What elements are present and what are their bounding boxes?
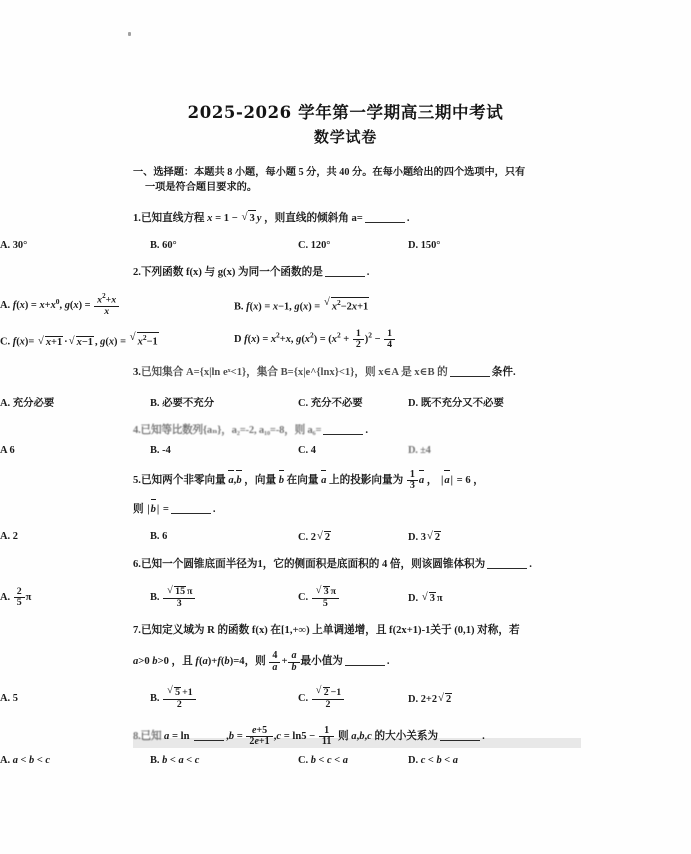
q8-option-a-text: a < b < c <box>12 755 50 767</box>
q5-vector-a-icon: a <box>228 473 233 489</box>
q2-number: 2. <box>133 267 141 279</box>
q2-answer-blank <box>325 276 365 277</box>
q1-option-b-text: 60° <box>162 240 177 252</box>
q5-option-c[interactable]: C. 2 √ 2 <box>298 531 408 543</box>
q7-answer-blank <box>345 665 385 666</box>
q3-option-c-text: 充分不必要 <box>310 397 363 409</box>
q6-option-a[interactable]: A. $\frac{2}{5}$ π <box>0 585 32 609</box>
q7-option-c-label: C. <box>298 693 309 705</box>
q5-option-b-text: 6 <box>162 530 168 542</box>
q8-option-a-label: A. <box>0 755 11 767</box>
q6-period: . <box>529 558 532 570</box>
q1-option-a[interactable] <box>0 240 150 251</box>
q1-number: 1. <box>133 213 141 225</box>
q7-number: 7. <box>133 625 141 637</box>
q1-option-b[interactable] <box>150 240 298 251</box>
q6-option-b-label: B. <box>150 592 160 604</box>
q6-frac-a-icon: $\frac{2}{5}$ <box>14 587 25 609</box>
q4-option-b-label: B. <box>150 444 160 456</box>
question-6-stem <box>133 557 581 573</box>
q8-option-d-text: c < b < a <box>420 755 458 767</box>
q7-option-b-label: B. <box>150 693 160 705</box>
q5-option-b-label: B. <box>150 530 160 542</box>
q2-option-d[interactable]: D $f(x) = x^2+x$, $g(x^2) = (x^2$ + $\frac{1}{2}$ )$^2$ − $\frac{1}{4}$ <box>234 329 468 351</box>
q1-option-d[interactable] <box>408 240 440 251</box>
question-6-options <box>0 586 691 609</box>
question-7-stem-line1 <box>133 623 581 639</box>
q8-period: . <box>482 730 485 742</box>
q4-option-d-text: ±4 <box>420 444 431 456</box>
q8-option-a[interactable] <box>0 755 150 766</box>
q8-option-c-label: C. <box>298 755 309 767</box>
q7-option-c[interactable] <box>298 687 408 710</box>
q7-frac-2-icon: $\frac{a}{b}$ <box>288 651 299 673</box>
question-8-options <box>0 755 691 766</box>
q1-sqrt3-icon: √ 3 <box>241 210 255 227</box>
q3-text: 已知集合 A={x|ln eˣ<1}，集合 B={x|e^{lnx}<1}，则 x∈A 是 x∈B 的 <box>140 366 448 378</box>
q2-frac-a-icon: $\frac{x^2+x}{x}$ <box>94 293 119 317</box>
q4-option-b[interactable] <box>150 445 298 456</box>
q2-sqrt-c1-icon: √ x+1 <box>38 336 63 348</box>
q7-option-b[interactable] <box>150 687 298 710</box>
q1-period: . <box>406 213 410 225</box>
q2-period: . <box>366 267 370 279</box>
q4-option-a-text: 6 <box>9 444 15 456</box>
q8-inline-blank <box>194 740 224 741</box>
q3-option-d-label: D. <box>408 397 419 409</box>
q5-answer-blank <box>171 513 211 514</box>
q5-option-b[interactable] <box>150 531 298 543</box>
q3-number: 3. <box>133 366 141 378</box>
q2-sqrt-c2-icon: √ x−1 <box>69 336 94 348</box>
section-header <box>133 165 581 197</box>
q8-number: 8. <box>133 730 141 742</box>
question-5-stem-line2: 则 |b| = . <box>133 502 581 518</box>
q7-option-d[interactable]: D. 2+2 √ 2 <box>408 693 453 705</box>
q7-frac-b-icon: √ $\frac{5 +1}{2}$ <box>163 687 196 710</box>
q1-option-d-label: D. <box>408 240 419 252</box>
q3-option-b-label: B. <box>150 397 160 409</box>
question-5-options <box>0 531 691 543</box>
question-4-options <box>0 445 691 456</box>
question-3-stem <box>133 365 581 381</box>
question-2-options-row-2 <box>0 329 691 351</box>
q4-option-d-label: D. <box>408 444 418 456</box>
q5-option-d-label: D. <box>408 531 419 543</box>
q7-text-line1: 已知定义域为 R 的函数 f(x) 在[1,+∞) 上单调递增，且 f(2x+1)-1关于 (0,1) 对称，若 <box>140 625 520 637</box>
q2-option-b-label: B. <box>234 301 244 313</box>
q5-option-a[interactable] <box>0 531 150 543</box>
q2-option-c-label: C. <box>0 336 11 348</box>
q8-option-b-text: b < a < c <box>162 755 200 767</box>
q8-option-d[interactable] <box>408 755 458 766</box>
q7-frac-1-icon: $\frac{4}{a}$ <box>269 651 280 673</box>
question-2-stem <box>133 265 581 281</box>
q6-option-c[interactable] <box>298 586 408 609</box>
question-7-stem-line2: a>0 b>0 ，且 f(a)+f(b)=4，则 $\frac{4}{a}$ + $\frac{a}{b}$ 最小值为 . <box>133 650 390 673</box>
q6-option-d[interactable]: D. √ 3 π <box>408 592 443 604</box>
q1-prefix: 已知直线方程 <box>140 213 205 225</box>
q2-frac-d2-icon: $\frac{1}{4}$ <box>384 329 395 351</box>
q1-option-d-text: 150° <box>420 240 441 252</box>
q4-option-d[interactable] <box>408 445 431 456</box>
q1-option-a-text: 30° <box>12 240 28 252</box>
q1-answer-blank <box>365 222 405 223</box>
q5-number: 5. <box>133 474 141 486</box>
q5-vector-b-icon: b <box>236 473 241 489</box>
q4-text: 已知等比数列{aₙ}，a₂=-2, a₁₀=-8，则 a₆= <box>140 424 322 436</box>
q2-option-c[interactable]: C. f(x)= √ x+1 · √ x−1 , g(x) = √ $x^2-1$ <box>0 332 234 347</box>
q7-option-d-label: D. <box>408 693 419 705</box>
q4-option-a[interactable] <box>0 445 150 456</box>
q2-frac-d1-icon: $\frac{1}{2}$ <box>353 329 364 351</box>
q3-option-d[interactable] <box>408 394 504 409</box>
q7-option-a-text: 5 <box>12 693 18 705</box>
q5-period: . <box>212 503 216 515</box>
question-7-options <box>0 687 691 710</box>
q5-option-c-label: C. <box>298 531 309 543</box>
q8-option-b[interactable] <box>150 755 298 766</box>
question-1-stem: 1.已知直线方程 x = 1 − √ 3 y ，则直线的倾斜角 a= . <box>133 210 581 227</box>
q3-option-b-text: 必要不充分 <box>162 397 215 409</box>
question-3-options <box>0 394 691 409</box>
q2-option-d-label: D <box>234 333 242 345</box>
q3-end: 条件. <box>491 366 516 378</box>
q2-text: 下列函数 f(x) 与 g(x) 为同一个函数的是 <box>140 267 323 279</box>
q3-option-d-text: 既不充分又不必要 <box>420 397 504 409</box>
q2-option-a[interactable]: A. $f(x) = x+x^0$, g(x) = $\frac{x^2+x}{x}$ <box>0 293 234 317</box>
q8-option-c[interactable] <box>298 755 408 766</box>
question-2-options-row-1 <box>0 293 691 317</box>
q7-period: . <box>386 656 390 668</box>
section-header-line2: 一项是符合题目要求的。 <box>145 182 258 194</box>
q3-option-a-text: 充分必要 <box>12 397 55 409</box>
q1-option-c-label: C. <box>298 240 309 252</box>
q8-frac-b-icon: $\frac{e+5}{2e+1}$ <box>246 726 272 748</box>
q6-option-d-label: D. <box>408 592 419 604</box>
q4-number: 4. <box>133 424 141 436</box>
q6-sqrt-d-icon: √ 3 <box>422 592 436 604</box>
q5-vector-b2-icon: b <box>151 502 156 518</box>
q5-sqrt-d-icon: √ 2 <box>427 531 441 543</box>
q3-option-a-label: A. <box>0 397 11 409</box>
q4-period: . <box>365 424 368 436</box>
q5-option-d[interactable]: D. 3 √ 2 <box>408 531 442 543</box>
q3-option-a[interactable] <box>0 394 150 409</box>
q5-option-a-label: A. <box>0 530 11 542</box>
q8-option-c-text: b < c < a <box>310 755 348 767</box>
q1-option-b-label: B. <box>150 240 160 252</box>
q3-option-c-label: C. <box>298 397 309 409</box>
q6-number: 6. <box>133 558 141 570</box>
q4-answer-blank <box>323 434 363 435</box>
q8-option-d-label: D. <box>408 755 419 767</box>
page-subtitle: 数学试卷 <box>313 127 378 146</box>
q5-sqrt-c-icon: √ 2 <box>317 531 331 543</box>
q6-option-a-label: A. <box>0 591 11 603</box>
q2-option-b[interactable]: B. f(x) = x−1, g(x) = √ $x^2-2x+1$ <box>234 297 468 312</box>
q6-frac-c-icon: √ $\frac{3 \pi}{5}$ <box>312 586 339 609</box>
question-8-stem: 8.已知 a = ln ,b = $\frac{e+5}{2e+1}$ ,c = ln5 − $\frac{1}{11}$ 则 a,b,c 的大小关系为 . <box>133 726 581 748</box>
q3-option-b[interactable] <box>150 394 298 409</box>
q7-option-a[interactable] <box>0 693 150 704</box>
section-header-line1: 一、选择题：本题共 8 小题，每小题 5 分，共 40 分。在每小题给出的四个选项中，只有 <box>133 166 526 178</box>
q3-option-c[interactable] <box>298 394 408 409</box>
q5-option-a-text: 2 <box>12 530 18 542</box>
q1-suffix: ，则直线的倾斜角 a= <box>264 213 363 225</box>
q4-option-c-text: 4 <box>310 444 316 456</box>
q1-math: x <box>207 213 213 225</box>
q7-sqrt-d-icon: √ 2 <box>438 693 452 705</box>
q7-frac-c-icon: √ $\frac{2 -1}{2}$ <box>312 687 345 710</box>
q7-option-a-label: A. <box>0 693 11 705</box>
q3-answer-blank <box>450 376 490 377</box>
q8-option-b-label: B. <box>150 755 160 767</box>
q4-option-c-label: C. <box>298 444 309 456</box>
q8-frac-c-icon: $\frac{1}{11}$ <box>319 726 335 748</box>
q1-option-c[interactable] <box>298 240 408 251</box>
q6-text: 已知一个圆锥底面半径为1，它的侧面积是底面积的 4 倍，则该圆锥体积为 <box>140 558 486 570</box>
q1-option-a-label: A. <box>0 240 11 252</box>
title-block <box>0 103 691 147</box>
q1-option-c-text: 120° <box>310 240 331 252</box>
question-5-stem-line1: 5.已知两个非零向量 a,b ，向量 b 在向量 a 上的投影向量为 $\frac{1}{3}$ a ， |a| = 6 ， <box>133 468 484 492</box>
q8-answer-blank <box>440 740 480 741</box>
q6-frac-b-icon: √ $\frac{15 \pi}{3}$ <box>163 586 195 609</box>
q6-answer-blank <box>487 568 527 569</box>
q5-frac-icon: $\frac{1}{3}$ <box>407 470 418 492</box>
q2-sqrt-b-icon: √ $x^2-2x+1$ <box>324 297 369 312</box>
question-1-options <box>0 240 691 251</box>
page-title: 2025-2026 学年第一学期高三期中考试 <box>187 103 504 122</box>
q6-option-b[interactable] <box>150 586 298 609</box>
question-4-stem <box>133 423 581 439</box>
q4-option-a-label: A <box>0 444 7 456</box>
q6-option-c-label: C. <box>298 592 309 604</box>
q2-option-a-label: A. <box>0 300 11 312</box>
q2-sqrt-c3-icon: √ $x^2-1$ <box>130 332 159 347</box>
q4-option-b-text: -4 <box>162 444 171 456</box>
q4-option-c[interactable] <box>298 445 408 456</box>
